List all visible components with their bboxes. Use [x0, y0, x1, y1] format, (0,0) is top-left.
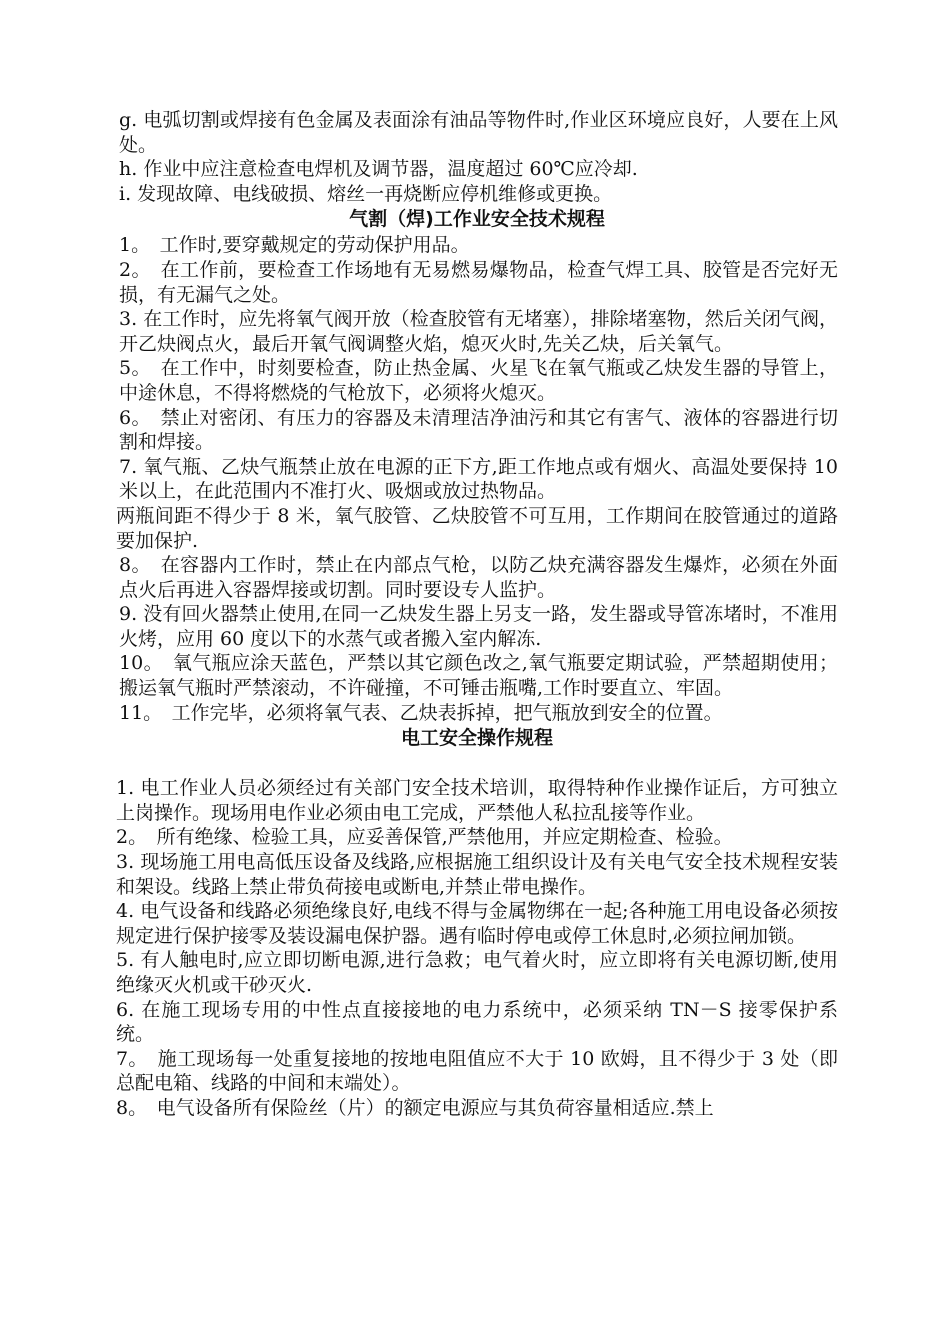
paragraph-g: g. 电弧切割或焊接有色金属及表面涂有油品等物件时,作业区环境应良好，人要在上风处。	[119, 109, 838, 156]
elec-item-4: 4. 电气设备和线路必须绝缘良好,电线不得与金属物绑在一起;各种施工用电设备必须按规定进行保护接零及装设漏电保护器。遇有临时停电或停工休息时,必须拉闸加锁。	[116, 900, 838, 947]
document-page	[116, 108, 838, 1121]
elec-item-3: 3. 现场施工用电高低压设备及线路,应根据施工组织设计及有关电气安全技术规程安装和架设。线路上禁止带负荷接电或断电,并禁止带电操作。	[116, 851, 838, 898]
gas-item-8: 8。 在容器内工作时，禁止在内部点气枪，以防乙炔充满容器发生爆炸，必须在外面点火后再进入容器焊接或切割。同时要设专人监护。	[119, 554, 838, 601]
gas-item-7: 7. 氧气瓶、乙炔气瓶禁止放在电源的正下方,距工作地点或有烟火、高温处要保持 10 米以上，在此范围内不准打火、吸烟或放过热物品。	[119, 455, 838, 503]
section-title-gas-cutting: 气割（焊)工作业安全技术规程	[349, 208, 605, 231]
elec-item-1: 1. 电工作业人员必须经过有关部门安全技术培训，取得特种作业操作证后，方可独立上岗操作。现场用电作业必须由电工完成，严禁他人私拉乱接等作业。	[116, 777, 838, 824]
section-title-electrician: 电工安全操作规程	[400, 727, 553, 750]
gas-item-10: 10。 氧气瓶应涂天蓝色，严禁以其它颜色改之,氧气瓶要定期试验，严禁超期使用；搬运氧气瓶时严禁滚动，不许碰撞，不可锤击瓶嘴,工作时要直立、牢固。	[119, 652, 838, 700]
gas-item-7-continued: 两瓶间距不得少于 8 米，氧气胶管、乙炔胶管不可互用，工作期间在胶管通过的道路要加保护.	[116, 504, 838, 552]
gas-item-6: 6。 禁止对密闭、有压力的容器及未清理洁净油污和其它有害气、液体的容器进行切割和焊接。	[119, 406, 838, 454]
elec-item-8: 8。 电气设备所有保险丝（片）的额定电源应与其负荷容量相适应.禁上	[116, 1096, 714, 1119]
blank-line	[116, 752, 838, 776]
gas-item-5: 5。 在工作中，时刻要检查，防止热金属、火星飞在氧气瓶或乙炔发生器的导管上，中途休息，不得将燃烧的气枪放下，必须将火熄灭。	[119, 357, 838, 404]
paragraph-h: h. 作业中应注意检查电焊机及调节器，温度超过 60℃应冷却.	[119, 158, 638, 181]
gas-item-2: 2。 在工作前，要检查工作场地有无易燃易爆物品，检查气焊工具、胶管是否完好无损，有无漏气之处。	[119, 258, 838, 306]
gas-item-1: 1。 工作时,要穿戴规定的劳动保护用品。	[119, 234, 470, 257]
paragraph-i: i. 发现故障、电线破损、熔丝一再烧断应停机维修或更换。	[119, 182, 613, 205]
elec-item-5: 5. 有人触电时,应立即切断电源,进行急救；电气着火时，应立即将有关电源切断,使用绝缘灭火机或干砂灭火.	[116, 949, 838, 996]
gas-item-11: 11。 工作完毕，必须将氧气表、乙炔表拆掉，把气瓶放到安全的位置。	[119, 701, 723, 724]
elec-item-2: 2。 所有绝缘、检验工具，应妥善保管,严禁他用，并应定期检查、检验。	[116, 826, 733, 849]
gas-item-3: 3. 在工作时，应先将氧气阀开放（检查胶管有无堵塞），排除堵塞物，然后关闭气阀，开乙炔阀点火，最后开氧气阀调整火焰，熄灭火时,先关乙炔，后关氧气。	[119, 308, 838, 355]
elec-item-6: 6. 在施工现场专用的中性点直接接地的电力系统中，必须采纳 TN－S 接零保护系统。	[116, 998, 838, 1046]
elec-item-7: 7。 施工现场每一处重复接地的按地电阻值应不大于 10 欧姆，且不得少于 3 处（即总配电箱、线路的中间和末端处）。	[116, 1047, 838, 1095]
gas-item-9: 9. 没有回火器禁止使用,在同一乙炔发生器上另支一路，发生器或导管冻堵时，不准用火烤，应用 60 度以下的水蒸气或者搬入室内解冻.	[119, 603, 838, 650]
